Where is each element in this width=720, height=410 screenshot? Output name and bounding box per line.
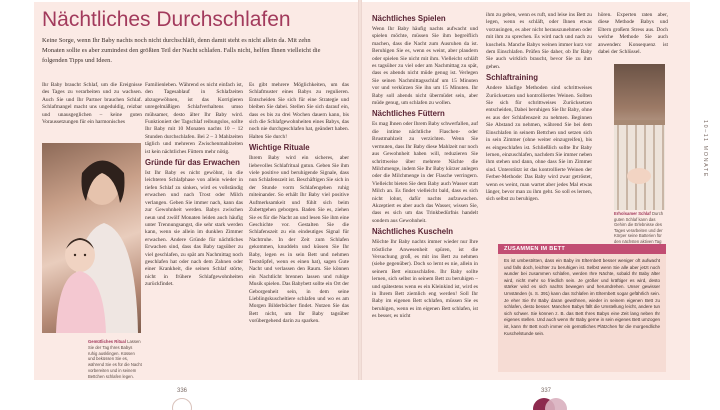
page-number-left: 336	[177, 388, 188, 394]
column-4-text-3: Möchte Ihr Baby nachts immer wieder nur Ihre tröstliche Anwesenheit spüren, ist die Versuchung groß, es mit ins Bett zu nehmen (siehe gegenüber). Doch so lernt es nie, allein in seinem Bett einzuschlafen. Ihr Baby sollte lernen, sich selbst in seinem Bett zu beruhigen – und spätestens wenn es ein Kleinkind ist, wird es in Ihrem Bett ziemlich eng werden! Soll Ihr Baby im eigenen Bett schlafen, müssen Sie es beruhigen, wenn es im eigenen Bett schlafen, ist es besser, es nicht	[372, 239, 478, 320]
column-6-text: hören. Experten raten aber, diese Methode Babys und Eltern großem Stress aus. Doch welche Methode Sie auch anwenden: Konsequenz ist dabei der Schlüssel.	[598, 12, 668, 56]
subheading-fuettern: Nächtliches Füttern	[372, 109, 445, 119]
page-title: Nächtliches Durchschlafen	[42, 8, 291, 31]
sidebar-box	[498, 244, 666, 372]
column-2	[145, 82, 243, 350]
book-gutter	[358, 0, 362, 380]
column-5	[486, 12, 592, 240]
column-2-text-2: Ist Ihr Baby es nicht gewöhnt, in die leichteren Schlafphase von allein wieder in tiefen Schlaf zu sinken, wird es vollständig erwachen und nach Trost oder Milch verlangen. Geben Sie immer nach, kann das zur Gewohnheit werden. Babys zwischen neun und zwölf Monaten leiden auch häufig unter Trennungsangst, die sehr stark werden kann, wenn sie allein im dunklen Zimmer erwachen. Andere Gründe für nächtliches Erwachen sind, dass das Baby tagsüber zu viel geschlafen, zu spät am Nachmittag noch geschlafen hat oder nach dem Zahnen oder einer Krankheit, die seinen Schlaf störte, nicht in frühere Schlafgewohnheiten zurückfindet.	[145, 170, 243, 288]
column-4-text-1: Wenn Ihr Baby häufig nachts aufwacht und spielen möchte, müssen Sie ihm begreiflich machen, dass die Nacht zum Ausruhen da ist. Beruhigen Sie es, wenn es weint, aber plaudern oder spielen Sie nicht mit ihm. Vielleicht schläft es tagsüber zu viel oder am Nachmittag zu spät, dass es abends nicht müde genug ist. Verlegen Sie seinen Nachmittagsschlaf um 15 Minuten vor und verkürzen Sie ihn um 15 Minuten. Ihr Baby soll abends nicht übermüdet sein, aber müde genug, um schlafen zu wollen.	[372, 26, 478, 107]
sidebar-box-title: ZUSAMMEN IM BETT	[498, 244, 666, 254]
caption-left-text: Lassen Sie der Tag Ihres Babys ruhig ausklingen. Küssen und beküssen Sie es, während Sie es für die Nacht vorbereiten und in seinem Bettchen schlafen legen.	[88, 339, 142, 379]
column-6	[598, 12, 668, 62]
subheading-kuscheln: Nächtliches Kuscheln	[372, 227, 454, 237]
column-3-text-2: Ihrem Baby wird ein sicheres, aber liebevolles Schlafritual gutun. Geben Sie ihm viele positive und beruhigende Signale, dass nun Schlafenszeit ist. Beschäftigen Sie sich in der Stunde vorm Schlafengehen ruhig miteinander. So erhält Ihr Baby viel positive Aufmerksamkeit und fühlt sich beim Zubettgehen geborgen. Baden Sie es, ziehen Sie es für die Nacht an und lesen Sie ihm eine Geschichte vor. Gestalten Sie die Schlafenszeit zu ein eindeutiges Signal für Nachtruhe. In der Zeit zum Schlafen gekommen, knuddeln und küssen Sie Ihr Baby, legen es in sein Bett und nehmen Teststöpfel, wenn es einen hat), sagen Gute Nacht und verlassen den Raum. Sie können ein Nachtlicht brennen lassen und ruhige Musik spielen. Das Babybett sollte ein Ort der Geborgenheit sein, in dem seine Lieblingskuscheltiere schlafen und wo es am Morgen Bilderbücher findet. Nutzen Sie das Bett nicht, um Ihr Baby tagsüber vorübergehend darin zu sparken.	[249, 155, 349, 325]
subheading-rituale: Wichtige Rituale	[249, 143, 310, 153]
column-2-text: Familienleben. Während es nicht einfach ist, den Tagesablauf in Schlafzeiten abzugewöhnen, ist das Korrigieren unregelmäßigen Schlafverhaltens umso mühsamer, desto älter Ihr Baby wird. Funktioniert der Tagschlaf reibungslos, sollte Ihr Baby mit 10 Monaten nachts 10 – 12 Stunden durchschlafen. Bei 2 – 3 Mahlzeiten täglich und mehreren Zwischenmahlzeiten ist kein nächtliches Füttern mehr nötig.	[145, 82, 243, 155]
column-1-text: Ihr Baby braucht Schlaf, um die Ereignisse des Tages zu verarbeiten und zu wachsen. Auch Sie und Ihr Partner brauchen Schlaf. Schlafmangel macht uns ungeduldig, reizbar und unausgeglichen – keine guten Voraussetzungen für ein harmonisches	[42, 82, 142, 126]
sidebar-box-text: Es ist umbestritten, dass ein Baby im Elternbett besser weniger oft aufwacht und falls doch, leichter zu beruhigen ist. Selbst wenn Sie alle aber jetzt noch wunder bei zusammen schlafen, werden Ihre Nächte, sobald Ihr Baby älter wird, nicht mehr so friedlich sein. Je größer und kräftiger es wird, desto stärker wird es sich nachts bewegen und herumdrehen. Unser gewisser Umständen (s. S. 391) kann das Schlafen im Elternbett sogar gefährlich sein. Je eher Sie Ihr Baby daran gewöhnen, wieder in seinem eigenen Bett zu schlafen, desto besser. Manchen Babys fällt die Umstellung leicht, andere tun sich schwer. Sie können z. B. das Bett Ihres Babys eine Zeit lang neben Ihr eigenes stellen. Und auch wenn Ihr Baby gerne in sein eigenes Bett umzogen ist, kann Ihr Bett noch immer ein gemütliches Plätzchen für die morgendliche Kuschelstunde sein.	[504, 258, 660, 336]
subheading-spielen: Nächtliches Spielen	[372, 14, 446, 23]
mother-baby-illustration	[42, 143, 141, 333]
running-head: 10–11 MONATE	[702, 120, 708, 178]
intro-paragraph: Keine Sorge, wenn Ihr Baby nachts noch nicht durchschläft, denn damit steht es nicht allein da. Mit zehn Monaten sollte es aber zumindest den größten Teil der Nacht schlafen. Falls nicht, helfen Ihnen vielleicht die folgenden Tipps und Ideen.	[42, 37, 321, 64]
subheading-schlaftraining: Schlaftraining	[486, 73, 538, 83]
page-number-right: 337	[541, 388, 552, 394]
caption-left-title: Gemütliches Ritual	[88, 339, 126, 344]
photo-caption-left	[88, 339, 142, 380]
mother-baby-photo	[42, 143, 141, 333]
sleeping-baby-photo	[614, 64, 665, 210]
column-1	[42, 82, 142, 140]
column-4-text-2: Es mag Ihnen oder Ihrem Baby schwerfallen, auf die intime nächtliche Flaschen- oder Brustmahlzeit zu verzichten. Wenn Sie vermuten, dass Ihr Baby diese Mahlzeit nur noch aus Gewohnheit haben will, reduzieren Sie schrittweise über mehrere Nächte die Milchmenge, indem Sie Ihr Baby kürzer anlegen oder die Milchmenge in der Flasche verringern. Vielleicht bieten Sie dem Baby auch Wasser statt Milch an. Es findet vielleicht bald, dass es sich nicht lohnt, dafür nachts aufzuwachen. Akzeptiert es aber auch das Wasser, wissen Sie, dass es sich um das Trinkbedürfnis handelt sondern aus Gewohnheit.	[372, 121, 478, 224]
column-5-text-2: Andere häufige Methoden sind schrittweises Zurücksetzen und kontrolliertes Weinen. Sollten Sie sich für schrittweises Zurücksetzen entscheiden, Dabei beruhigen Sie Ihr Baby, ohne es aus der Schlafenszeit zu nehmen. Beginnen Sie Abstand zu nehmen, während Sie bei dem Einschlafen in seinem Bettchen und setzen sich in sein Zimmer (ohne weiter einzugreifen), bis es eingeschlafen ist. Schließlich sollte Ihr Baby lernen, einzuschlafen, nachdem Sie immer neben ihm stehen und dann, ohne dass Sie im Zimmer sind. Unterstützt ist das kontrollierte Weinen der Ferber-Methode: Das Baby wird zwar getröstet, wenn es weint, man wartet aber jedes Mal etwas länger, bevor man zu ihm geht. So soll es lernen, sich selbst zu beruhigen.	[486, 85, 592, 203]
column-3	[249, 82, 349, 368]
caption-right-text: Durch guten Schlaf kann das Gehirn die Erlebnisse des Tages verarbeiten und der Körper seine Batterien für den nächsten aktiven Tag	[614, 211, 664, 244]
column-3-text: Es gibt mehrere Möglichkeiten, um das Schlafmuster eines Babys zu regulieren. Entscheiden Sie sich für eine Strategie und bleiben Sie dabei. Stellen Sie sich darauf ein, dass es bis zu drei Wochen dauern kann, bis sich die Schlafgewohnheiten eines Babys, das noch nie durchgeschlafen hat, geändert haben. Halten Sie durch!	[249, 82, 349, 140]
column-4	[372, 12, 478, 372]
caption-right-title: Erholsamer Schlaf	[614, 211, 651, 216]
sleeping-baby-illustration	[614, 64, 665, 210]
subheading-gruende: Gründe für das Erwachen	[145, 158, 240, 168]
column-5-text-1: ihm zu geben, wenn es ruft, und leise ins Bett zu legen, wenn es schläft, oder Ihnen etwas vorzusingen, es aber nicht herauszunehmen oder mit ihm zu sprechen. Es wird nach und nach zu kuscheln. Manche Babys weinen immer kurz vor dem Einschlafen. Prüfen Sie daher, ob Ihr Baby Sie auch wirklich braucht, bevor Sie zu ihm gehen.	[486, 12, 592, 70]
